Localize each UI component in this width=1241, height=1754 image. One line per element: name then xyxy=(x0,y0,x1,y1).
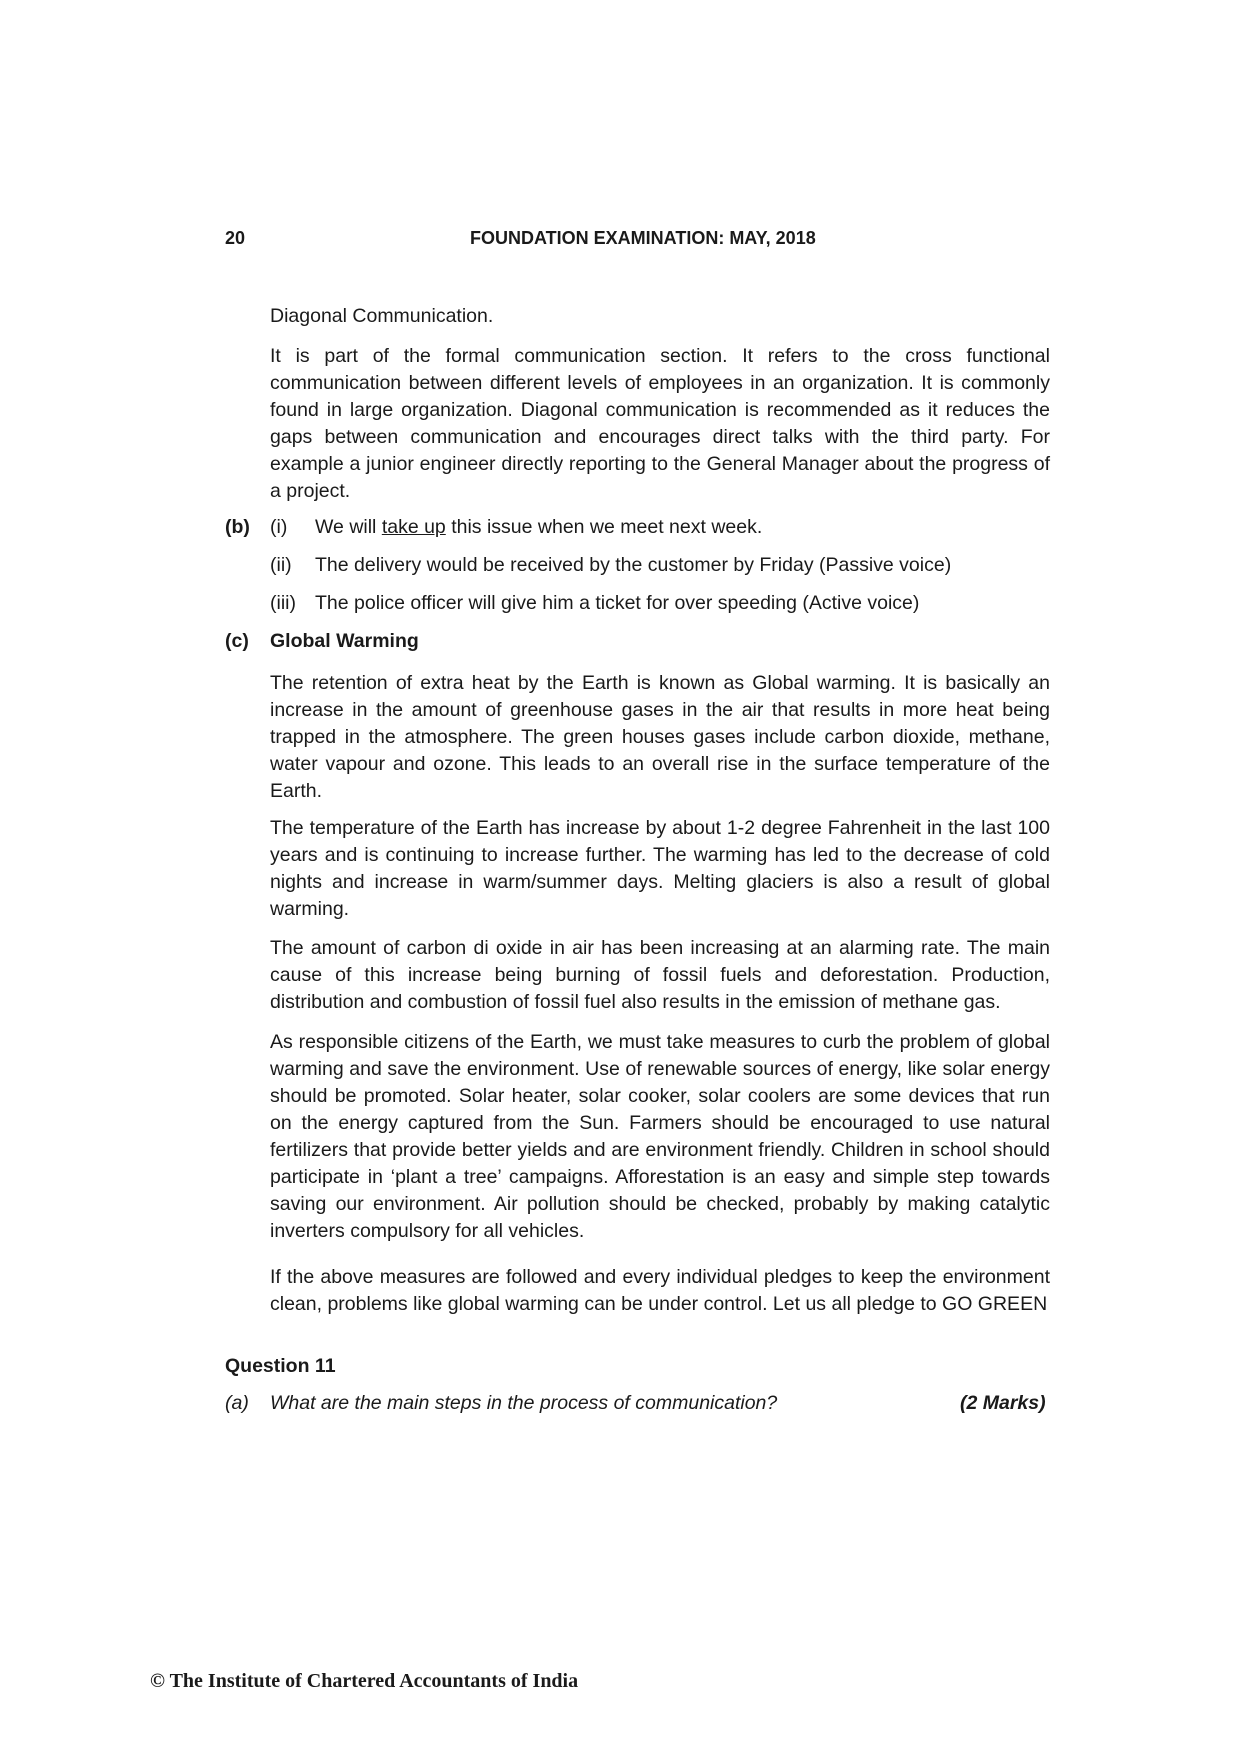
question-a-label: (a) xyxy=(225,1392,249,1414)
question-title: Question 11 xyxy=(225,1355,336,1377)
item-i-number: (i) xyxy=(270,516,288,538)
global-warming-paragraph-4: As responsible citizens of the Earth, we must take measures to curb the problem of global warming and save the environment. Use of renewable sources of energy, like solar energy should be promoted. Solar heater, solar cooker, solar coolers are some devices that run on the energy captured from the Sun. Farmers should be encouraged to use natural fertilizers that provide better yields and are environment friendly. Children in school should participate in ‘plant a tree’ campaigns. Afforestation is an easy and simple step towards saving our environment. Air pollution should be checked, probably by making catalytic inverters compulsory for all vehicles. xyxy=(270,1031,1050,1242)
item-ii-text: The delivery would be received by the customer by Friday (Passive voice) xyxy=(315,554,952,576)
page-number: 20 xyxy=(225,228,246,248)
global-warming-paragraph-5: If the above measures are followed and every individual pledges to keep the environment clean, problems like global warming can be under control. Let us all pledge to GO GREEN xyxy=(270,1266,1050,1315)
item-iii-text: The police officer will give him a ticket for over speeding (Active voice) xyxy=(315,592,920,614)
global-warming-heading: Global Warming xyxy=(270,630,419,652)
part-b-label: (b) xyxy=(225,516,250,538)
part-c-label: (c) xyxy=(225,630,249,652)
question-a-text: What are the main steps in the process of communication? xyxy=(270,1392,778,1414)
global-warming-paragraph-2: The temperature of the Earth has increase by about 1-2 degree Fahrenheit in the last 100 years and is continuing to increase further. The warming has led to the decrease of cold nights and increase in warm/summer days. Melting glaciers is also a result of global warming. xyxy=(270,817,1050,920)
item-iii-number: (iii) xyxy=(270,592,296,614)
diagonal-communication-heading: Diagonal Communication. xyxy=(270,305,494,327)
footer-copyright: © The Institute of Chartered Accountants of India xyxy=(150,1670,579,1692)
question-a-marks: (2 Marks) xyxy=(960,1392,1046,1414)
diagonal-communication-paragraph: It is part of the formal communication section. It refers to the cross functional communication between different levels of employees in an organization. It is commonly found in large organization. Diagonal communication is recommended as it reduces the gaps between communication and encourages direct talks with the third party. For example a junior engineer directly reporting to the General Manager about the progress of a project. xyxy=(270,345,1050,502)
page-header-title: FOUNDATION EXAMINATION: MAY, 2018 xyxy=(470,228,816,248)
item-i-text: We will take up this issue when we meet next week. xyxy=(315,516,763,538)
item-ii-number: (ii) xyxy=(270,554,292,576)
global-warming-paragraph-1: The retention of extra heat by the Earth is known as Global warming. It is basically an increase in the amount of greenhouse gases in the air that results in more heat being trapped in the atmosphere. The green houses gases include carbon dioxide, methane, water vapour and ozone. This leads to an overall rise in the surface temperature of the Earth. xyxy=(270,672,1050,802)
global-warming-paragraph-3: The amount of carbon di oxide in air has been increasing at an alarming rate. The main cause of this increase being burning of fossil fuels and deforestation. Production, distribution and combustion of fossil fuel also results in the emission of methane gas. xyxy=(270,937,1050,1013)
underlined-phrase: take up xyxy=(381,516,446,538)
